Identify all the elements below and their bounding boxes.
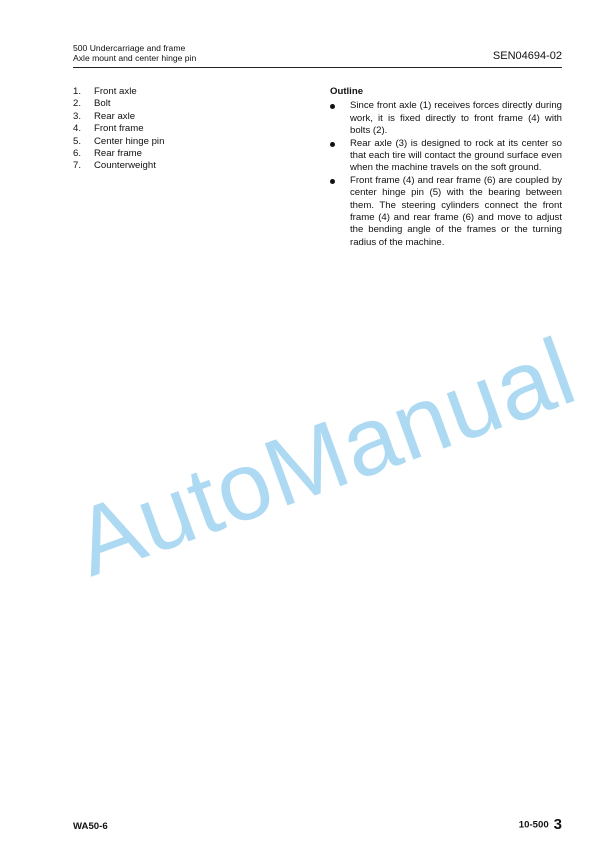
item-label: Rear axle bbox=[94, 110, 136, 122]
item-label: Center hinge pin bbox=[94, 135, 165, 147]
footer-model: WA50-6 bbox=[73, 821, 108, 832]
item-label: Bolt bbox=[94, 98, 111, 110]
item-number: 5. bbox=[73, 135, 82, 147]
page-number: 3 bbox=[553, 816, 562, 834]
subsection-title: Axle mount and center hinge pin bbox=[73, 53, 197, 63]
bullet-item bbox=[330, 138, 562, 175]
list-item bbox=[73, 98, 283, 110]
bullet-text: Rear axle (3) is designed to rock at its center so that each tire will contact the ground surface even when the machine travels on the soft ground. bbox=[350, 137, 562, 174]
document-code: SEN04694-02 bbox=[492, 50, 562, 62]
bullet-text: Since front axle (1) receives forces directly during work, it is fixed directly to front frame (4) with bolts (2). bbox=[350, 100, 562, 137]
item-label: Counterweight bbox=[94, 160, 156, 172]
bullet-dot-icon bbox=[330, 179, 335, 184]
outline-heading: Outline bbox=[330, 86, 364, 97]
section-title: 500 Undercarriage and frame bbox=[73, 43, 186, 53]
item-label: Front frame bbox=[94, 123, 144, 135]
footer-page-number bbox=[519, 816, 562, 834]
item-number: 1. bbox=[73, 86, 82, 97]
item-number: 2. bbox=[73, 98, 82, 110]
bullet-item bbox=[330, 175, 562, 249]
outline-section bbox=[330, 86, 562, 249]
item-number: 7. bbox=[73, 160, 82, 172]
bullet-dot-icon bbox=[330, 142, 335, 147]
item-number: 4. bbox=[73, 123, 82, 135]
list-item bbox=[73, 148, 283, 160]
bullet-dot-icon bbox=[330, 104, 335, 109]
list-item bbox=[73, 136, 283, 148]
item-number: 3. bbox=[73, 110, 82, 122]
parts-list bbox=[73, 86, 283, 173]
list-item bbox=[73, 160, 283, 172]
outline-bullets bbox=[330, 100, 562, 249]
item-number: 6. bbox=[73, 147, 82, 159]
item-label: Front axle bbox=[94, 86, 137, 97]
watermark: AutoManual bbox=[61, 317, 589, 597]
bullet-item bbox=[330, 100, 562, 137]
footer-section-code: 10-500 bbox=[518, 819, 549, 831]
page-header bbox=[73, 43, 562, 68]
list-item bbox=[73, 86, 283, 98]
bullet-text: Front frame (4) and rear frame (6) are coupled by center hinge pin (5) with the bearing between them. The steering cylinders connect the front frame (4) and rear frame (6) and move to adjust the bending angle of the frames or the turning radius of the machine. bbox=[350, 174, 562, 248]
list-item bbox=[73, 123, 283, 135]
item-label: Rear frame bbox=[94, 147, 142, 159]
list-item bbox=[73, 111, 283, 123]
